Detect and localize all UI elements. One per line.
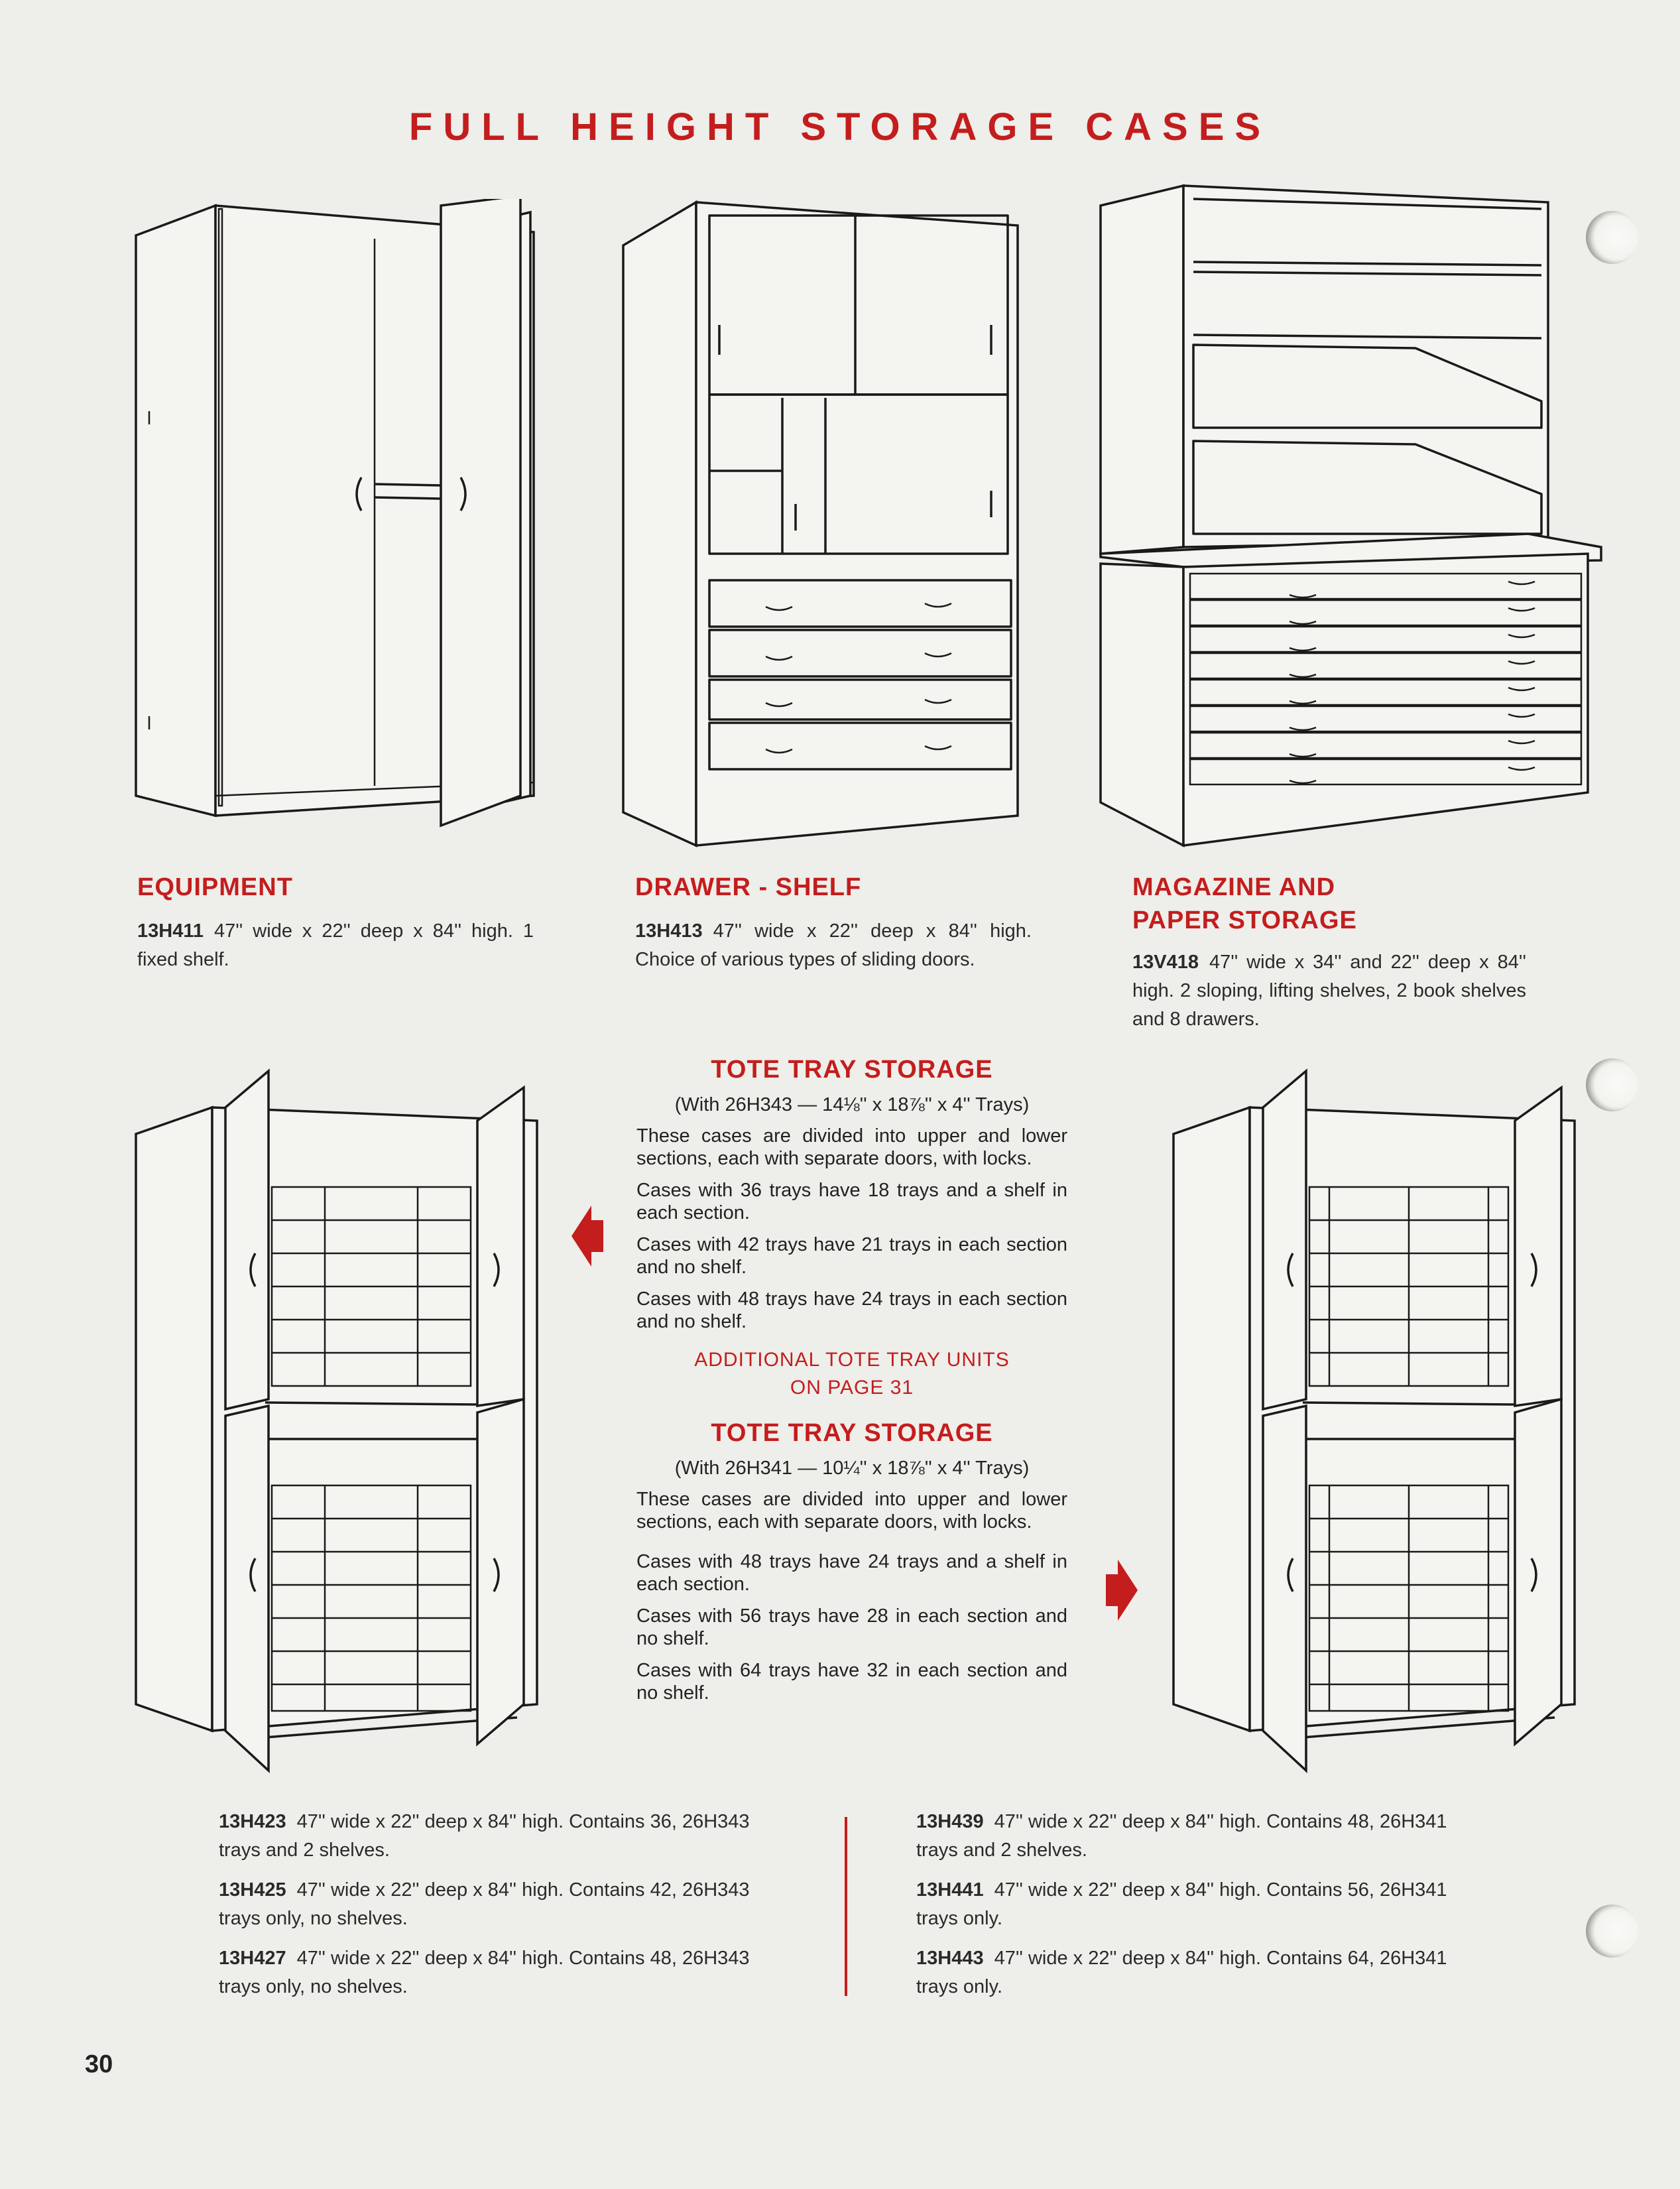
arrow-left-icon [571, 1206, 603, 1267]
tote-tray-cabinet-left-illustration [133, 1068, 544, 1784]
arrow-right-icon [1106, 1560, 1138, 1621]
equipment-code: 13H411 [137, 920, 204, 942]
spec-code: 13H439 [916, 1811, 984, 1832]
magazine-paper-storage-illustration [1097, 182, 1608, 852]
column-divider [845, 1817, 847, 1996]
spec-code: 13H443 [916, 1948, 984, 1969]
magazine-paper-title-line2: PAPER STORAGE [1132, 907, 1357, 934]
tote-lower-paragraph: These cases are divided into upper and lower sections, each with separate doors, with locks. [636, 1489, 1067, 1532]
tote-upper-paragraph: Cases with 42 trays have 21 trays in each section and no shelf. [636, 1234, 1067, 1278]
tote-lower-title: TOTE TRAY STORAGE [711, 1419, 993, 1447]
spec-code: 13H425 [219, 1879, 286, 1901]
specs-right [916, 1808, 1480, 2013]
additional-units-line1: ADDITIONAL TOTE TRAY UNITS [694, 1349, 1010, 1371]
drawer-shelf-cabinet-illustration [620, 199, 1044, 862]
spec-text: 47'' wide x 22'' deep x 84'' high. Contains 64, 26H341 trays only. [916, 1948, 1447, 1997]
drawer-shelf-description [635, 917, 1032, 974]
spec-text: 47'' wide x 22'' deep x 84'' high. Contains 48, 26H343 trays only, no shelves. [219, 1948, 750, 1997]
tote-upper-subtitle: (With 26H343 — 14⅛'' x 18⅞'' x 4'' Trays) [674, 1094, 1030, 1115]
tote-tray-info [636, 1053, 1067, 1714]
spec-item [219, 1808, 782, 1865]
tote-tray-cabinet-right-illustration [1170, 1068, 1581, 1784]
magazine-paper-description [1132, 948, 1526, 1034]
equipment-cabinet-illustration [129, 199, 547, 862]
tote-lower-paragraph: Cases with 48 trays have 24 trays and a shelf in each section. [636, 1551, 1067, 1595]
spec-item [219, 1876, 782, 1933]
drawer-shelf-title: DRAWER - SHELF [635, 873, 862, 901]
tote-upper-paragraph: Cases with 36 trays have 18 trays and a shelf in each section. [636, 1180, 1067, 1223]
magazine-paper-code: 13V418 [1132, 952, 1199, 973]
magazine-paper-title [1132, 871, 1357, 937]
tote-upper-paragraph: These cases are divided into upper and lower sections, each with separate doors, with locks. [636, 1125, 1067, 1169]
specs-left [219, 1808, 782, 2013]
binder-hole-bottom [1586, 1905, 1639, 1958]
spec-text: 47'' wide x 22'' deep x 84'' high. Contains 42, 26H343 trays only, no shelves. [219, 1879, 750, 1929]
spec-text: 47'' wide x 22'' deep x 84'' high. Contains 56, 26H341 trays only. [916, 1879, 1447, 1929]
binder-hole-middle [1586, 1058, 1639, 1111]
additional-units-note [636, 1346, 1067, 1402]
spec-item [219, 1944, 782, 2001]
spec-item [916, 1808, 1480, 1865]
spec-item [916, 1944, 1480, 2001]
magazine-paper-title-line1: MAGAZINE AND [1132, 873, 1336, 901]
spec-code: 13H423 [219, 1811, 286, 1832]
spec-code: 13H427 [219, 1948, 286, 1969]
spec-item [916, 1876, 1480, 1933]
drawer-shelf-text: 47'' wide x 22'' deep x 84'' high. Choice of various types of sliding doors. [635, 920, 1032, 970]
magazine-paper-text: 47'' wide x 34'' and 22'' deep x 84'' high. 2 sloping, lifting shelves, 2 book shelves and 8 drawers. [1132, 952, 1526, 1030]
page-number: 30 [85, 2050, 113, 2078]
spec-code: 13H441 [916, 1879, 984, 1901]
tote-lower-subtitle: (With 26H341 — 10¼'' x 18⅞'' x 4'' Trays) [674, 1458, 1030, 1479]
spec-text: 47'' wide x 22'' deep x 84'' high. Contains 48, 26H341 trays and 2 shelves. [916, 1811, 1447, 1861]
tote-lower-paragraph: Cases with 64 trays have 32 in each section and no shelf. [636, 1660, 1067, 1704]
page-title: FULL HEIGHT STORAGE CASES [408, 105, 1272, 149]
tote-upper-title: TOTE TRAY STORAGE [711, 1056, 993, 1084]
equipment-description [137, 917, 534, 974]
spec-text: 47'' wide x 22'' deep x 84'' high. Contains 36, 26H343 trays and 2 shelves. [219, 1811, 750, 1861]
equipment-title: EQUIPMENT [137, 873, 293, 901]
additional-units-line2: ON PAGE 31 [790, 1377, 914, 1399]
tote-upper-paragraph: Cases with 48 trays have 24 trays in each section and no shelf. [636, 1288, 1067, 1332]
drawer-shelf-code: 13H413 [635, 920, 703, 942]
tote-lower-paragraph: Cases with 56 trays have 28 in each section and no shelf. [636, 1605, 1067, 1649]
equipment-text: 47'' wide x 22'' deep x 84'' high. 1 fixed shelf. [137, 920, 534, 970]
